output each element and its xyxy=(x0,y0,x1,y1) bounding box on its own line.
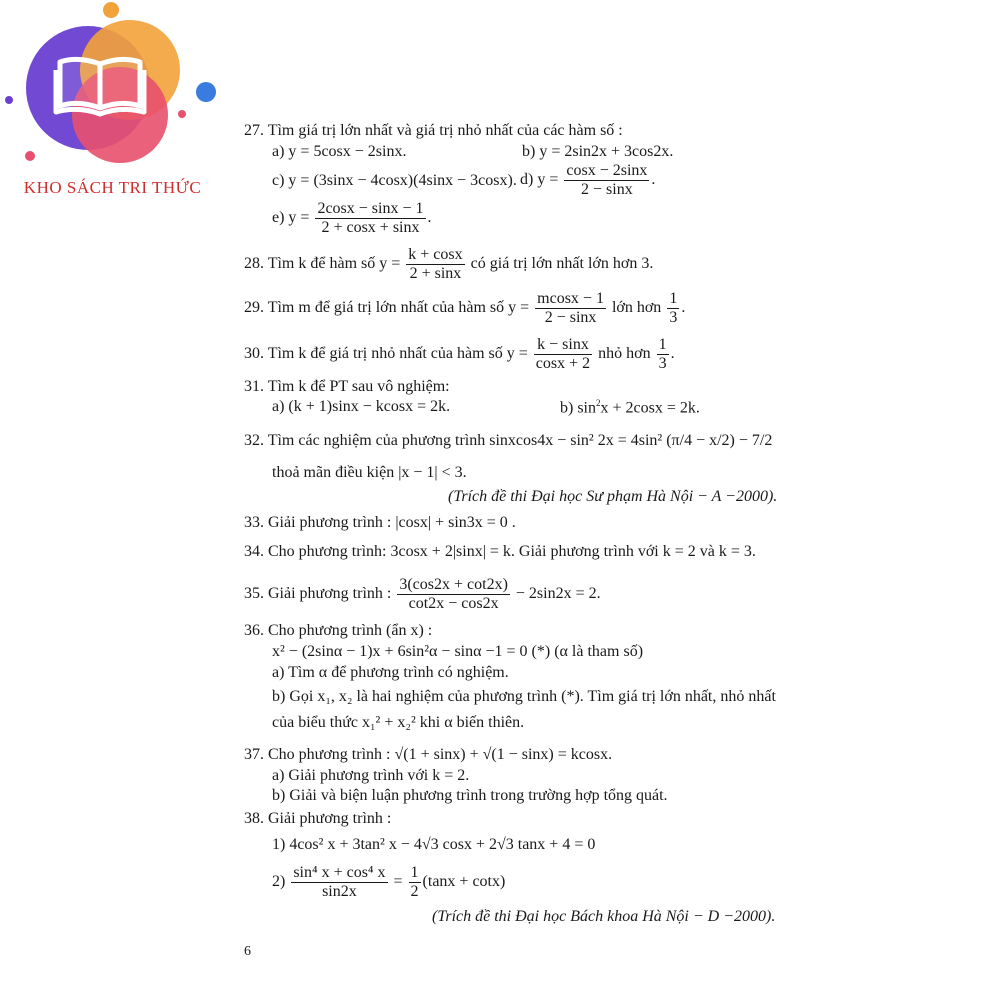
p36-b: b) Gọi x₁, x₂ là hai nghiệm của phương trình (*). Tìm giá trị lớn nhất, nhỏ nhất xyxy=(272,688,776,705)
p36-title: 36. Cho phương trình (ẩn x) : xyxy=(244,622,433,639)
logo-dot-red xyxy=(25,151,35,161)
logo-dot-orange xyxy=(103,2,119,18)
book-icon xyxy=(56,59,144,114)
p31-b: b) $\sin^2x + 2\cos x = 2k$. xyxy=(560,398,700,417)
p27-e: e) y = $\frac{2\cos x - \sin x - 1}{2 + \cos x + \sin x}$ . xyxy=(272,200,432,236)
p32-paren: (π/4 − x/2) − 7/2 xyxy=(666,432,773,449)
p34: 34. Cho phương trình: 3cosx + 2|sinx| = k. Giải phương trình với k = 2 và k = 3. xyxy=(244,543,756,560)
p28-num: k + cosx xyxy=(408,246,463,263)
p27-d-den: 2 − sinx xyxy=(581,181,633,198)
p32-line2: thoả mãn điều kiện |x − 1| < 3. xyxy=(272,464,467,481)
p38-e2: 2) $\frac{\text{sin⁴ x + cos⁴ x}}{\sin 2x}$ = $\frac{1}{2}$ (tanx + cotx) xyxy=(272,864,506,900)
page-number: 6 xyxy=(244,944,251,959)
p30-den: cosx + 2 xyxy=(535,355,591,372)
p36-c: của biểu thức x₁² + x₂² khi α biến thiên. xyxy=(272,714,525,731)
logo-dot-blue xyxy=(196,82,216,102)
p38-e2-num: sin⁴ x + cos⁴ x xyxy=(293,864,386,881)
logo-dot-pink xyxy=(178,110,186,118)
p27-d-num: cosx − 2sinx xyxy=(566,162,648,179)
p38-source: (Trích đề thi Đại học Bách khoa Hà Nội − D −2000). xyxy=(432,908,776,925)
p33: 33. Giải phương trình : |cosx| + sin3x = 0 . xyxy=(244,514,516,531)
p27-title: 27. Tìm giá trị lớn nhất và giá trị nhỏ nhất của các hàm số : xyxy=(244,122,623,139)
logo-dot-purple xyxy=(5,96,13,104)
p27-b: b) y = 2sin2x + 3cos2x. xyxy=(522,143,674,160)
p27-c: c) y = (3sinx − 4cosx)(4sinx − 3cosx). xyxy=(272,172,517,189)
brand-name: KHO SÁCH TRI THỨC xyxy=(23,178,202,197)
p27-e-den: 2 + cosx + sinx xyxy=(321,219,420,236)
p36-a: a) Tìm α để phương trình có nghiệm. xyxy=(272,664,509,681)
p29: 29. Tìm m để giá trị lớn nhất của hàm số y = $\frac{mcosx - 1}{2 - \sin x}$ lớn hơn $\frac{1}{3}$ . xyxy=(244,290,686,326)
p32-source: (Trích đề thi Đại học Sư phạm Hà Nội − A −2000). xyxy=(448,488,778,505)
p27-d: d) y = $\frac{\cos x - 2\sin x}{2 - \sin x}$ . xyxy=(520,162,656,198)
p31-title: 31. Tìm k để PT sau vô nghiệm: xyxy=(244,378,450,395)
p36-eq: x² − (2sinα − 1)x + 6sin²α − sinα −1 = 0 (*) (α là tham số) xyxy=(272,643,644,660)
p29-num: mcosx − 1 xyxy=(537,290,604,307)
p35-den: cot2x − cos2x xyxy=(408,595,499,612)
p35: 35. Giải phương trình : $\frac{3(\cos 2x + \cot 2x)}{\cot 2x - \cos 2x}$ − 2sin2x = 2. xyxy=(244,576,601,612)
p29-den: 2 − sinx xyxy=(544,309,597,326)
logo xyxy=(0,0,225,200)
p38-title: 38. Giải phương trình : xyxy=(244,810,392,827)
p37-a: a) Giải phương trình với k = 2. xyxy=(272,767,470,784)
p27-a: a) y = 5cosx − 2sinx. xyxy=(272,143,407,160)
p28-den: 2 + sinx xyxy=(409,265,462,282)
p37-b: b) Giải và biện luận phương trình trong trường hợp tổng quát. xyxy=(272,787,668,804)
p38-e1: 1) 4cos² x + 3tan² x − 4√3 cosx + 2√3 tanx + 4 = 0 xyxy=(272,836,596,853)
p30-num: k − sinx xyxy=(534,336,592,355)
p31-a: a) (k + 1)sinx − kcosx = 2k. xyxy=(272,398,451,415)
p28: 28. Tìm k để hàm số y = $\frac{k + \cos x}{2 + \sin x}$ có giá trị lớn nhất lớn hơn 3. xyxy=(244,246,654,282)
p30: 30. Tìm k để giá trị nhỏ nhất của hàm số y = $\frac{k - \sin x}{\cos x + 2}$ nhỏ hơn $\frac{1}{3}$ . xyxy=(244,336,675,372)
p37-title: 37. Cho phương trình : √(1 + sinx) + √(1 − sinx) = kcosx. xyxy=(244,746,613,763)
p35-num: 3(cos2x + cot2x) xyxy=(399,576,508,593)
p32-line1: 32. Tìm các nghiệm của phương trình sinxcos4x − sin² 2x = 4sin² (π/4 − x/2) − 7/2 xyxy=(244,432,773,449)
p38-e2-den: sin2x xyxy=(322,883,357,900)
p27-e-num: 2cosx − sinx − 1 xyxy=(317,200,424,217)
